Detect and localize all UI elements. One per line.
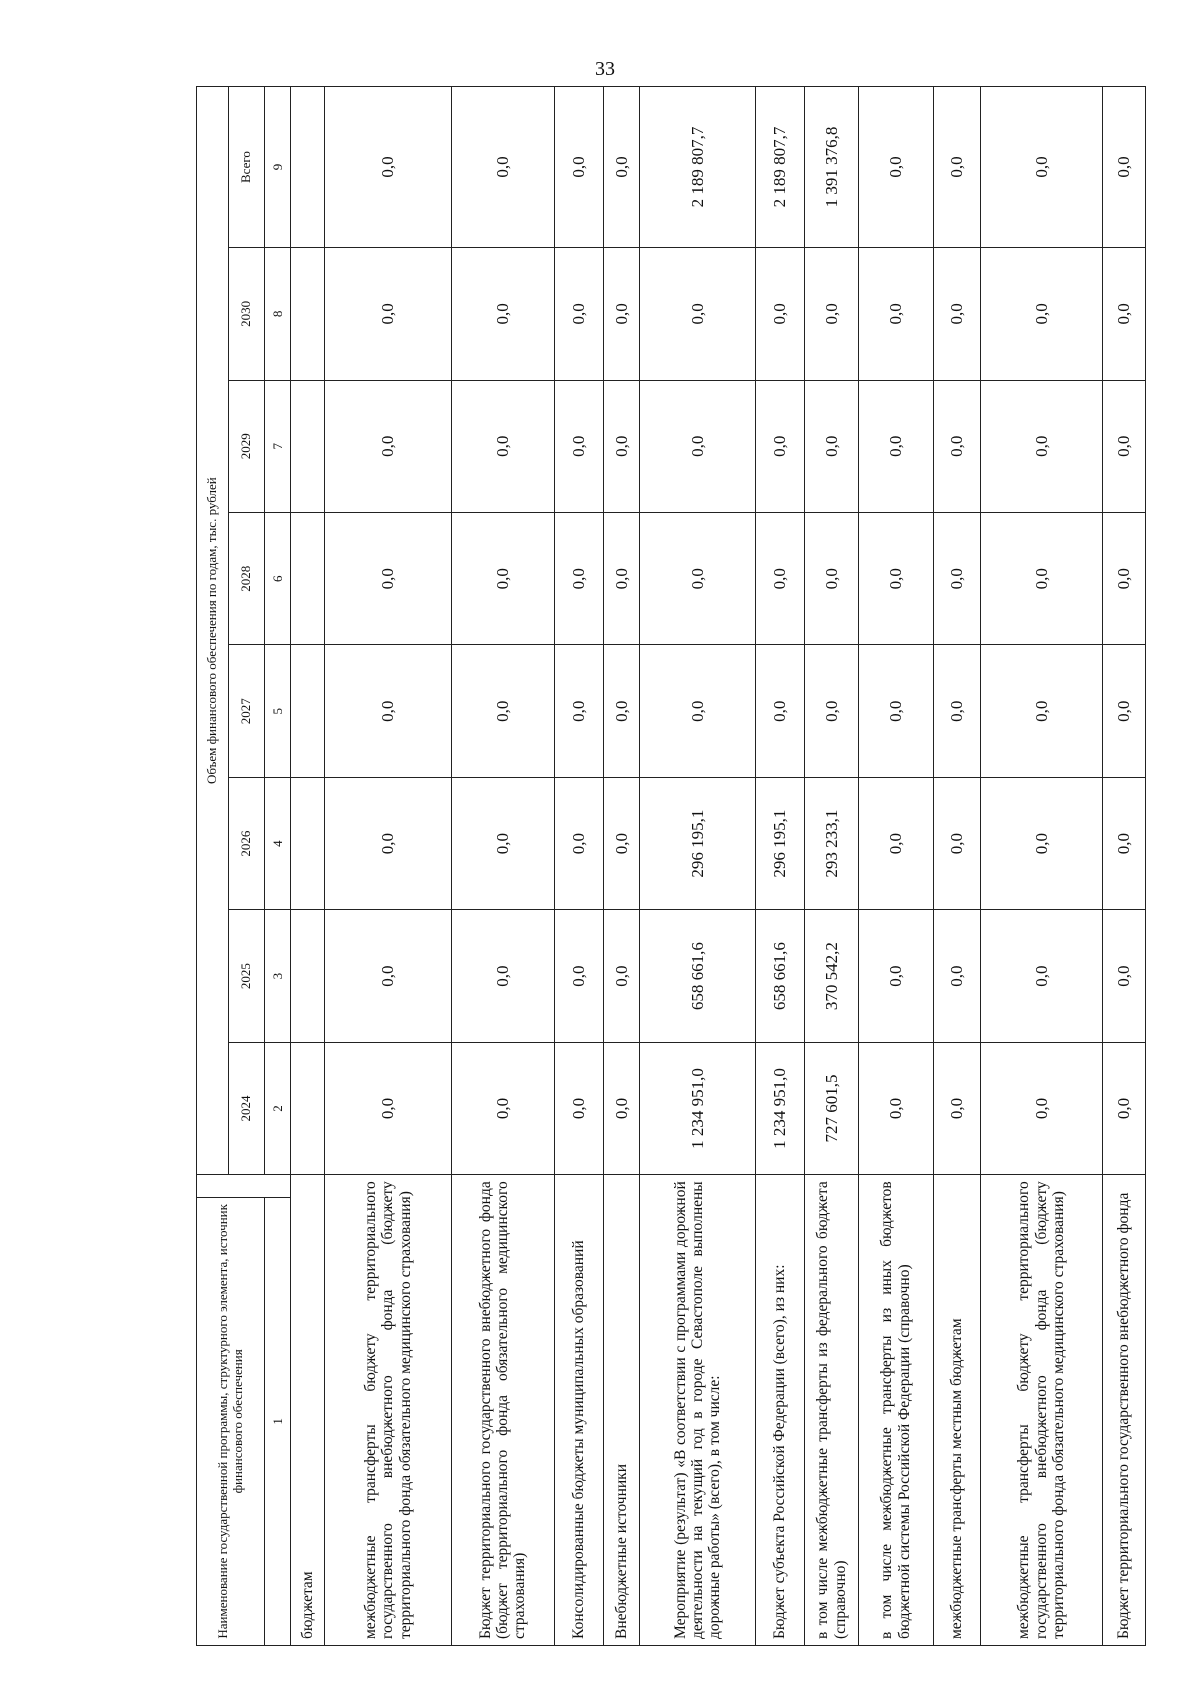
table-row (805, 87, 859, 1646)
table-row (858, 87, 933, 1646)
cell-value: 0,0 (640, 513, 756, 645)
cell-value: 0,0 (603, 380, 639, 512)
cell-value: 0,0 (1103, 910, 1146, 1042)
cell-value: 0,0 (451, 513, 554, 645)
cell-value: 0,0 (755, 513, 804, 645)
row-label: межбюджетные трансферты бюджету территориального государственного внебюджетного фонда (бюджету территориального фонда обязательного медицинского страхования) (325, 1175, 451, 1646)
cell-value: 0,0 (1103, 380, 1146, 512)
cell-value: 0,0 (1103, 777, 1146, 909)
cell-value: 0,0 (325, 910, 451, 1042)
column-index: 4 (265, 777, 291, 909)
header-year: 2027 (229, 645, 265, 777)
cell-value (291, 513, 325, 645)
cell-value: 0,0 (554, 645, 603, 777)
cell-value: 0,0 (554, 513, 603, 645)
cell-value: 0,0 (554, 1042, 603, 1174)
table-row (603, 87, 639, 1646)
table-row (933, 87, 980, 1646)
header-year: 2024 (229, 1042, 265, 1174)
row-label: Бюджет территориального государственного внебюджетного фонда (1103, 1175, 1146, 1646)
cell-value: 0,0 (933, 645, 980, 777)
cell-value: 0,0 (1103, 1042, 1146, 1174)
cell-value: 0,0 (805, 645, 859, 777)
cell-value: 0,0 (933, 777, 980, 909)
cell-value: 0,0 (755, 248, 804, 380)
cell-value (291, 248, 325, 380)
cell-value: 0,0 (980, 513, 1102, 645)
row-label: в том числе межбюджетные трансферты из федерального бюджета (справочно) (805, 1175, 859, 1646)
cell-value: 370 542,2 (805, 910, 859, 1042)
row-label: бюджетам (291, 1175, 325, 1646)
table-row (755, 87, 804, 1646)
table-row (291, 87, 325, 1646)
table-row (451, 87, 554, 1646)
cell-total (291, 87, 325, 248)
cell-value: 0,0 (980, 777, 1102, 909)
cell-total: 0,0 (980, 87, 1102, 248)
cell-total: 0,0 (603, 87, 639, 248)
cell-value: 0,0 (603, 248, 639, 380)
row-label: Внебюджетные источники (603, 1175, 639, 1646)
cell-value: 0,0 (805, 248, 859, 380)
column-index: 1 (265, 1197, 291, 1645)
cell-value: 0,0 (858, 645, 933, 777)
cell-value: 727 601,5 (805, 1042, 859, 1174)
row-label: межбюджетные трансферты местным бюджетам (933, 1175, 980, 1646)
cell-value: 0,0 (451, 910, 554, 1042)
column-index: 5 (265, 645, 291, 777)
cell-value (291, 380, 325, 512)
cell-value: 0,0 (603, 513, 639, 645)
cell-value: 0,0 (451, 777, 554, 909)
cell-value: 0,0 (325, 645, 451, 777)
header-year: 2029 (229, 380, 265, 512)
cell-value: 0,0 (554, 248, 603, 380)
cell-value: 0,0 (980, 248, 1102, 380)
cell-value: 0,0 (980, 645, 1102, 777)
table-row (640, 87, 756, 1646)
cell-value (291, 1042, 325, 1174)
cell-value: 658 661,6 (755, 910, 804, 1042)
cell-value: 0,0 (933, 380, 980, 512)
cell-value: 658 661,6 (640, 910, 756, 1042)
cell-value (291, 645, 325, 777)
header-year: 2025 (229, 910, 265, 1042)
table-row (325, 87, 451, 1646)
cell-value: 0,0 (858, 248, 933, 380)
row-label: Бюджет субъекта Российской Федерации (всего), из них: (755, 1175, 804, 1646)
header-volume-group: Объем финансового обеспечения по годам, тыс. рублей (197, 87, 229, 1175)
cell-value: 0,0 (325, 513, 451, 645)
row-label: Бюджет территориального государственного внебюджетного фонда (бюджет территориального фонда обязательного медицинского страхования) (451, 1175, 554, 1646)
cell-value: 0,0 (325, 248, 451, 380)
cell-value: 0,0 (933, 1042, 980, 1174)
cell-value: 1 234 951,0 (755, 1042, 804, 1174)
cell-value: 0,0 (858, 513, 933, 645)
cell-value: 0,0 (980, 910, 1102, 1042)
cell-value: 0,0 (755, 645, 804, 777)
cell-value: 0,0 (858, 777, 933, 909)
cell-value: 0,0 (603, 777, 639, 909)
cell-total: 1 391 376,8 (805, 87, 859, 248)
cell-value: 0,0 (451, 380, 554, 512)
cell-value: 0,0 (603, 910, 639, 1042)
table-row (980, 87, 1102, 1646)
header-name-column: Наименование государственной программы, структурного элемента, источник финансового обеспечения (197, 1197, 265, 1645)
cell-value: 0,0 (980, 1042, 1102, 1174)
header-year: 2026 (229, 777, 265, 909)
row-label: Мероприятие (результат) «В соответствии с программами дорожной деятельности на текущий год в городе Севастополе выполнены дорожные работы» (всего), в том числе: (640, 1175, 756, 1646)
cell-value: 0,0 (554, 777, 603, 909)
cell-value: 293 233,1 (805, 777, 859, 909)
column-index: 9 (265, 87, 291, 248)
cell-total: 0,0 (451, 87, 554, 248)
cell-value: 0,0 (1103, 248, 1146, 380)
cell-value: 0,0 (325, 1042, 451, 1174)
row-label: в том числе межбюджетные трансферты из иных бюджетов бюджетной системы Российской Федерации (справочно) (858, 1175, 933, 1646)
cell-total: 0,0 (858, 87, 933, 248)
table-row (554, 87, 603, 1646)
cell-value: 1 234 951,0 (640, 1042, 756, 1174)
cell-value: 0,0 (603, 645, 639, 777)
cell-value: 0,0 (933, 248, 980, 380)
cell-value: 0,0 (1103, 645, 1146, 777)
rotated-table-wrapper (196, 86, 1146, 1646)
column-index: 7 (265, 380, 291, 512)
cell-total: 2 189 807,7 (640, 87, 756, 248)
cell-value: 0,0 (640, 645, 756, 777)
cell-value: 0,0 (603, 1042, 639, 1174)
cell-total: 2 189 807,7 (755, 87, 804, 248)
cell-value: 0,0 (640, 248, 756, 380)
cell-value: 0,0 (933, 910, 980, 1042)
column-index: 2 (265, 1042, 291, 1174)
cell-value: 0,0 (451, 1042, 554, 1174)
cell-value: 0,0 (554, 380, 603, 512)
cell-value: 0,0 (755, 380, 804, 512)
cell-value: 296 195,1 (755, 777, 804, 909)
financing-table (196, 86, 1146, 1646)
cell-value (291, 777, 325, 909)
cell-value: 0,0 (554, 910, 603, 1042)
row-label: Консолидированные бюджеты муниципальных образований (554, 1175, 603, 1646)
column-index: 3 (265, 910, 291, 1042)
cell-value: 296 195,1 (640, 777, 756, 909)
cell-total: 0,0 (554, 87, 603, 248)
cell-value: 0,0 (1103, 513, 1146, 645)
cell-value (291, 910, 325, 1042)
cell-total: 0,0 (1103, 87, 1146, 248)
cell-value: 0,0 (980, 380, 1102, 512)
header-spacer (197, 1175, 291, 1197)
column-index: 8 (265, 248, 291, 380)
cell-value: 0,0 (325, 380, 451, 512)
cell-value: 0,0 (640, 380, 756, 512)
cell-value: 0,0 (858, 910, 933, 1042)
header-total: Всего (229, 87, 265, 248)
cell-value: 0,0 (933, 513, 980, 645)
cell-total: 0,0 (325, 87, 451, 248)
cell-value: 0,0 (325, 777, 451, 909)
table-row (1103, 87, 1146, 1646)
header-year: 2030 (229, 248, 265, 380)
cell-total: 0,0 (933, 87, 980, 248)
cell-value: 0,0 (858, 380, 933, 512)
cell-value: 0,0 (805, 513, 859, 645)
cell-value: 0,0 (451, 645, 554, 777)
header-year: 2028 (229, 513, 265, 645)
cell-value: 0,0 (451, 248, 554, 380)
column-index: 6 (265, 513, 291, 645)
cell-value: 0,0 (858, 1042, 933, 1174)
row-label: межбюджетные трансферты бюджету территориального государственного внебюджетного фонда (бюджету территориального фонда обязательного медицинского страхования) (980, 1175, 1102, 1646)
page-number: 33 (595, 58, 615, 80)
cell-value: 0,0 (805, 380, 859, 512)
